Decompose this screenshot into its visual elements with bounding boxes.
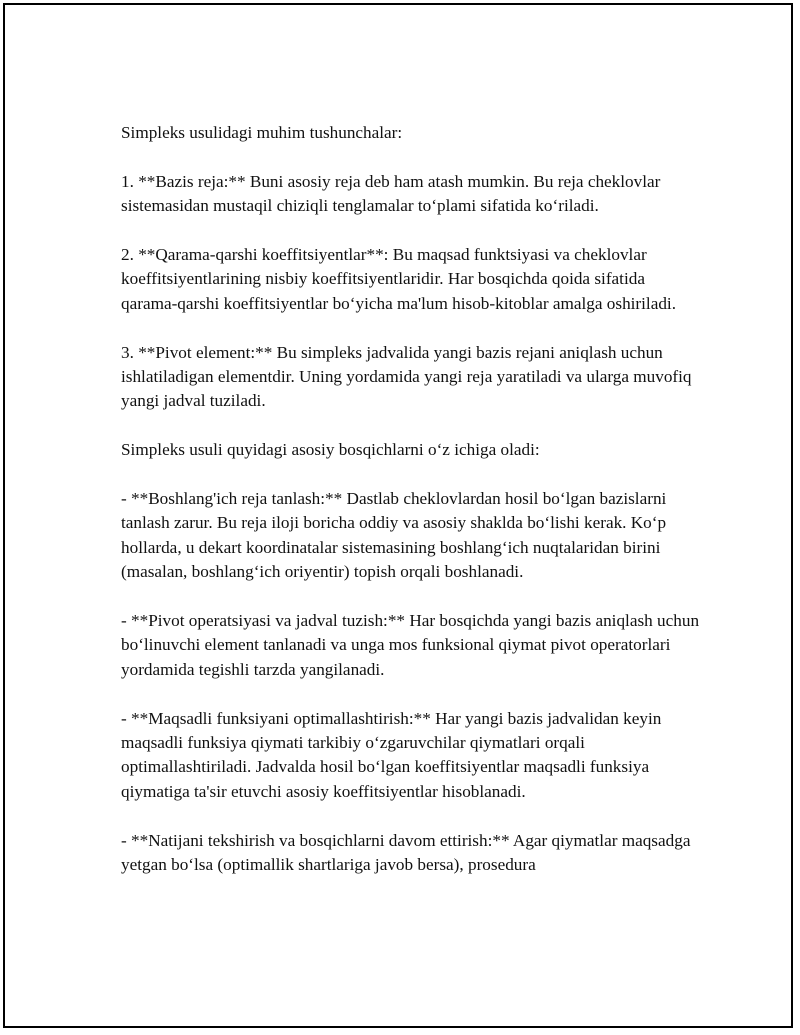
document-page xyxy=(3,3,793,1028)
steps-intro: Simpleks usuli quyidagi asosiy bosqichlarni o‘z ichiga oladi: xyxy=(121,440,540,460)
concept-pivot-element: 3. **Pivot element:** Bu simpleks jadvalida yangi bazis rejani aniqlash uchun ishlatiladigan elementdir. Uning yordamida yangi reja yaratiladi va ularga muvofiq yangi jadval tuziladi. xyxy=(121,342,692,411)
paragraph-gap xyxy=(121,414,701,438)
step-pivot-operatsiyasi: - **Pivot operatsiyasi va jadval tuzish:** Har bosqichda yangi bazis aniqlash uchun bo‘linuvchi element tanlanadi va unga mos funksional qiymat pivot operatorlari yordamida tegishli tarzda yangilanadi. xyxy=(121,611,700,679)
paragraph-gap xyxy=(121,219,701,243)
paragraph-gap xyxy=(121,145,701,169)
paragraph-gap xyxy=(121,316,701,340)
concept-qarama-qarshi: 2. **Qarama-qarshi koeffitsiyentlar**: Bu maqsad funktsiyasi va cheklovlar koeffitsiyentlarining nisbiy koeffitsiyentlaridir. Har bosqichda qoida sifatida qarama-qarshi koeffitsiyentlar bo‘yicha ma'lum hisob-kitoblar amalga oshiriladi. xyxy=(121,245,677,313)
step-optimallashtirish: - **Maqsadli funksiyani optimallashtirish:** Har yangi bazis jadvalidan keyin maqsadli funksiya qiymati tarkibiy o‘zgaruvchilar qiymatlari orqali optimallashtiriladi. Jadvalda hosil bo‘lgan koeffitsiyentlar maqsadli funksiya qiymatiga ta'sir etuvchi asosiy koeffitsiyentlar hisoblanadi. xyxy=(121,708,662,801)
step-boshlangich-reja: - **Boshlang'ich reja tanlash:** Dastlab cheklovlardan hosil bo‘lgan bazislarni tanlash zarur. Bu reja iloji boricha oddiy va asosiy shaklda bo‘lishi kerak. Ko‘p hollarda, u dekart koordinatalar sistemasining boshlang‘ich nuqtalaridan birini (masalan, boshlang‘ich oriyentir) topish orqali boshlanadi. xyxy=(121,489,667,582)
paragraph-gap xyxy=(121,804,701,828)
paragraph-gap xyxy=(121,585,701,609)
step-natijani-tekshirish: - **Natijani tekshirish va bosqichlarni davom ettirish:** Agar qiymatlar maqsadga yetgan bo‘lsa (optimallik shartlariga javob bersa), prosedura xyxy=(121,830,691,875)
paragraph-gap xyxy=(121,682,701,706)
paragraph-gap xyxy=(121,463,701,487)
document-body xyxy=(121,121,701,877)
concepts-heading: Simpleks usulidagi muhim tushunchalar: xyxy=(121,123,403,142)
concept-bazis-reja: 1. **Bazis reja:** Buni asosiy reja deb ham atash mumkin. Bu reja cheklovlar sistemasidan mustaqil chiziqli tenglamalar to‘plami sifatida ko‘riladi. xyxy=(121,171,661,216)
